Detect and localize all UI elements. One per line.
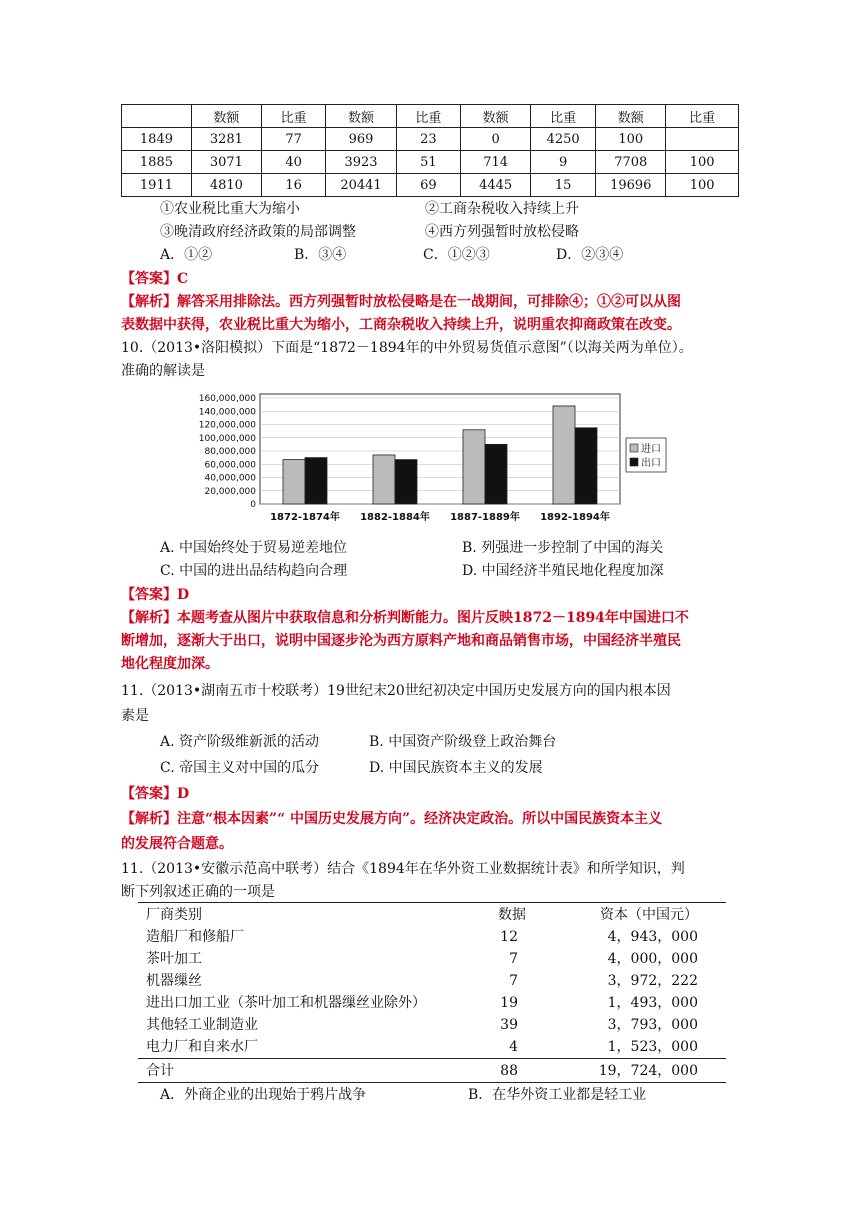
table-cell: 39 — [500, 1017, 518, 1033]
table-cell: 比重 — [396, 105, 461, 128]
table-cell: 厂商类别 — [146, 907, 202, 923]
y-tick-label: 0 — [250, 500, 256, 510]
legend-label: 进口 — [641, 444, 661, 455]
question-10-stem-2: 准确的解读是 — [121, 363, 205, 379]
question-11a-stem-2: 素是 — [121, 708, 149, 724]
y-tick-label: 60,000,000 — [204, 460, 256, 471]
table-cell: 机器缫丝 — [146, 973, 202, 989]
bar-export — [305, 458, 327, 504]
q11b-choice-a: A．外商企业的出现始于鸦片战争 — [160, 1087, 367, 1103]
table-row — [138, 1014, 726, 1036]
analysis-q10-line3: 地化程度加深。 — [121, 656, 219, 672]
table-cell: 合计 — [146, 1063, 174, 1079]
x-tick-label: 1887-1889年 — [450, 512, 520, 523]
q11a-choice-c: C. 帝国主义对中国的瓜分 — [160, 760, 320, 776]
table-cell: 3923 — [326, 151, 396, 174]
table-row — [138, 1036, 726, 1058]
table-row — [122, 128, 739, 151]
x-tick-label: 1872-1874年 — [270, 512, 340, 523]
table-cell: 4，000，000 — [607, 951, 698, 967]
option-3: ③晚清政府经济政策的局部调整 — [160, 224, 356, 240]
table-cell: 23 — [396, 128, 461, 151]
choice-c: C．①②③ — [423, 247, 490, 263]
table-row — [138, 948, 726, 970]
analysis-q9-line2: 表数据中获得，农业税比重大为缩小，工商杂税收入持续上升，说明重农抑商政策在改变。 — [121, 317, 681, 333]
q10-choice-c: C. 中国的进出品结构趋向合理 — [160, 563, 348, 579]
table-cell: 7 — [509, 951, 518, 967]
q11a-choice-d: D. 中国民族资本主义的发展 — [369, 760, 543, 776]
analysis-q10-line1 — [121, 607, 689, 629]
q10-choice-a: A. 中国始终处于贸易逆差地位 — [160, 540, 348, 556]
x-tick-label: 1882-1884年 — [360, 512, 430, 523]
table-cell: 3，972，222 — [607, 973, 698, 989]
answer-value: D — [177, 786, 190, 802]
q11a-choice-b: B. 中国资产阶级登上政治舞台 — [369, 734, 557, 750]
table-row — [122, 105, 739, 128]
table-cell: 1911 — [122, 174, 192, 197]
table-cell: 数据 — [498, 907, 526, 923]
table-cell: 7 — [509, 973, 518, 989]
table-cell: 1849 — [122, 128, 192, 151]
legend-swatch — [630, 458, 638, 466]
table-total-rule — [138, 1058, 726, 1059]
y-tick-label: 160,000,000 — [198, 394, 256, 404]
table-row — [122, 174, 739, 197]
analysis-q9-line1 — [121, 291, 681, 313]
analysis-text: 注意“根本因素”“ 中国历史发展方向”。经济决定政治。所以中国民族资本主义 — [177, 811, 663, 827]
answer-value: D — [177, 587, 190, 603]
answer-tag: 【答案】 — [121, 587, 177, 603]
table-cell: 16 — [261, 174, 326, 197]
answer-q9 — [121, 268, 188, 290]
table-cell: 88 — [500, 1063, 518, 1079]
analysis-tag: 【解析】 — [121, 811, 177, 827]
table-cell: 1，493，000 — [607, 995, 698, 1011]
table-top-rule — [138, 902, 726, 903]
table-cell: 19，724，000 — [598, 1063, 698, 1079]
table-cell: 19 — [500, 995, 518, 1011]
answer-tag: 【答案】 — [121, 786, 177, 802]
bar-export — [485, 444, 507, 504]
analysis-q10-line2: 断增加，逐渐大于出口，说明中国逐步沦为西方原料产地和商品销售市场，中国经济半殖民 — [121, 633, 681, 649]
bar-export — [395, 460, 417, 504]
bar-import — [373, 455, 395, 504]
y-tick-label: 140,000,000 — [198, 407, 256, 418]
table-cell: 19696 — [596, 174, 666, 197]
option-1: ①农业税比重大为缩小 — [160, 201, 300, 217]
table-cell: 100 — [596, 128, 666, 151]
table-cell: 4445 — [461, 174, 531, 197]
table-cell: 数额 — [191, 105, 261, 128]
table-cell: 3071 — [191, 151, 261, 174]
analysis-tag: 【解析】 — [121, 294, 177, 310]
table-cell: 12 — [500, 929, 518, 945]
analysis-text: 本题考查从图片中获取信息和分析判断能力。图片反映1872－1894年中国进口不 — [177, 610, 689, 626]
table-cell: 比重 — [261, 105, 326, 128]
choice-d: D．②③④ — [556, 247, 624, 263]
x-tick-label: 1892-1894年 — [540, 512, 610, 523]
y-tick-label: 40,000,000 — [204, 473, 256, 484]
table-cell: 数额 — [596, 105, 666, 128]
table-cell: 4810 — [191, 174, 261, 197]
table-cell: 51 — [396, 151, 461, 174]
y-tick-label: 20,000,000 — [204, 486, 256, 497]
table-cell: 数额 — [326, 105, 396, 128]
table-header-row — [138, 904, 726, 926]
table-cell: 1，523，000 — [607, 1039, 698, 1055]
bar-import — [463, 430, 485, 504]
table-row — [138, 992, 726, 1014]
analysis-tag: 【解析】 — [121, 610, 177, 626]
legend-label: 出口 — [641, 458, 661, 469]
table-cell: 其他轻工业制造业 — [146, 1017, 258, 1033]
answer-tag: 【答案】 — [121, 271, 177, 287]
question-11a-stem: 11.（2013•湖南五市十校联考）19世纪末20世纪初决定中国历史发展方向的国内根本因 — [121, 683, 671, 699]
table-cell: 15 — [531, 174, 596, 197]
q11a-choice-a: A. 资产阶级维新派的活动 — [160, 734, 320, 750]
legend-swatch — [630, 444, 638, 452]
table-cell: 数额 — [461, 105, 531, 128]
option-2: ②工商杂税收入持续上升 — [425, 201, 579, 217]
table-cell: 3281 — [191, 128, 261, 151]
table-cell — [122, 105, 192, 128]
table-cell: 20441 — [326, 174, 396, 197]
table-cell — [666, 128, 739, 151]
table-bottom-rule — [138, 1082, 726, 1083]
y-tick-label: 120,000,000 — [198, 420, 256, 431]
bar-export — [575, 428, 597, 504]
table-row — [138, 926, 726, 948]
analysis-q11a-line1 — [121, 808, 662, 830]
answer-q11a — [121, 783, 189, 805]
bar-import — [553, 406, 575, 504]
table-cell: 7708 — [596, 151, 666, 174]
answer-q10 — [121, 584, 189, 606]
table-row — [122, 151, 739, 174]
answer-value: C — [177, 271, 189, 287]
option-4: ④西方列强暂时放松侵略 — [425, 224, 579, 240]
q11b-choice-b: B．在华外资工业都是轻工业 — [468, 1087, 647, 1103]
question-11b-stem: 11.（2013•安徽示范高中联考）结合《1894年在华外资工业数据统计表》和所学知识，判 — [121, 861, 685, 877]
choice-a: A．①② — [160, 247, 213, 263]
table-cell: 4 — [509, 1039, 518, 1055]
table-cell: 100 — [666, 174, 739, 197]
y-tick-label: 80,000,000 — [204, 447, 256, 457]
tax-data-table — [121, 104, 739, 197]
table-cell: 资本（中国元） — [600, 907, 698, 923]
table-cell: 4250 — [531, 128, 596, 151]
table-cell: 比重 — [666, 105, 739, 128]
table-cell: 3，793，000 — [607, 1017, 698, 1033]
table-cell: 100 — [666, 151, 739, 174]
table-cell: 969 — [326, 128, 396, 151]
table-cell: 40 — [261, 151, 326, 174]
table-cell: 1885 — [122, 151, 192, 174]
table-cell: 造船厂和修船厂 — [146, 929, 244, 945]
analysis-q11a-line2: 的发展符合题意。 — [121, 836, 233, 852]
table-cell: 茶叶加工 — [146, 951, 202, 967]
question-11b-stem-2: 断下列叙述正确的一项是 — [121, 884, 275, 900]
table-cell: 电力厂和自来水厂 — [146, 1039, 258, 1055]
y-tick-label: 100,000,000 — [198, 433, 256, 444]
table-cell: 比重 — [531, 105, 596, 128]
q10-choice-d: D. 中国经济半殖民地化程度加深 — [462, 563, 664, 579]
question-10-stem: 10.（2013•洛阳模拟）下面是“1872－1894年的中外贸易货值示意图”（以海关两为单位）。 — [121, 340, 693, 356]
table-cell: 69 — [396, 174, 461, 197]
q10-choice-b: B. 列强进一步控制了中国的海关 — [462, 540, 664, 556]
table-cell: 0 — [461, 128, 531, 151]
table-cell: 进出口加工业（茶叶加工和机器缫丝业除外） — [146, 995, 426, 1011]
choice-b: B．③④ — [294, 247, 347, 263]
table-cell: 9 — [531, 151, 596, 174]
table-cell: 77 — [261, 128, 326, 151]
table-cell: 4，943，000 — [607, 929, 698, 945]
bar-import — [283, 460, 305, 504]
table-cell: 714 — [461, 151, 531, 174]
table-total-row — [138, 1060, 726, 1082]
analysis-text: 解答采用排除法。西方列强暂时放松侵略是在一战期间，可排除④；①②可以从图 — [177, 294, 681, 310]
table-row — [138, 970, 726, 992]
trade-value-chart — [180, 384, 700, 534]
